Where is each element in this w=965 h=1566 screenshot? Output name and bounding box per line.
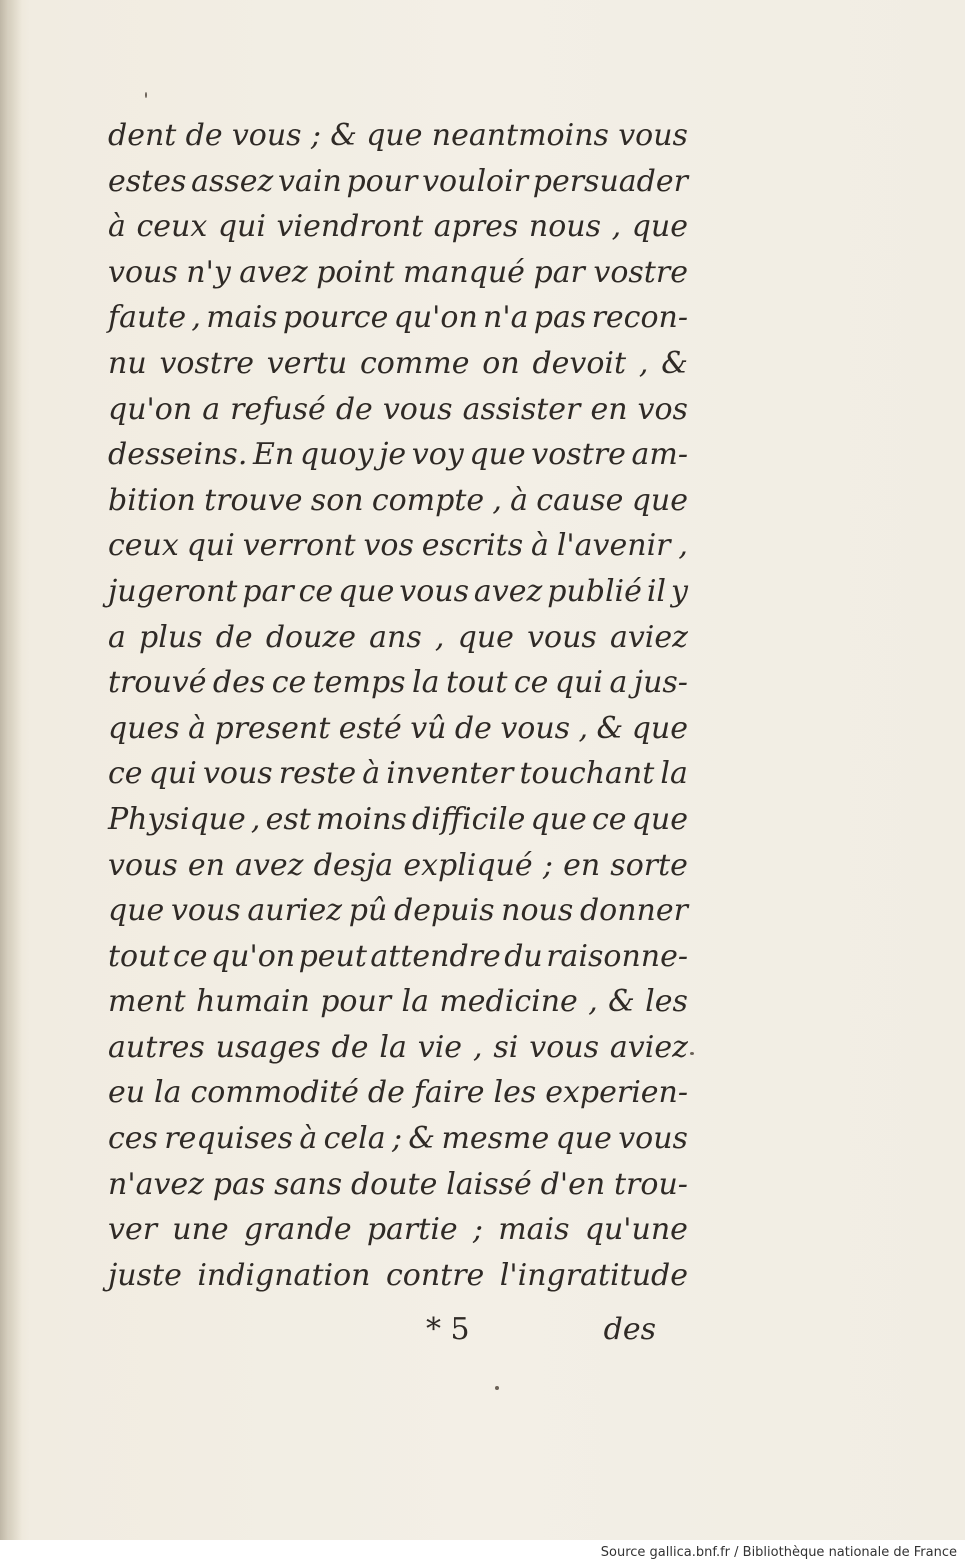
word: sorte bbox=[610, 847, 688, 883]
word: commodité bbox=[190, 1075, 359, 1111]
word: en bbox=[590, 391, 628, 427]
word: les bbox=[645, 984, 688, 1020]
word: les bbox=[493, 1075, 537, 1111]
word: ; bbox=[391, 1121, 403, 1157]
word: indignation bbox=[197, 1257, 371, 1293]
word: il bbox=[646, 573, 667, 609]
word: En bbox=[253, 437, 295, 473]
word: vous bbox=[170, 893, 241, 929]
page-gutter-shadow bbox=[0, 0, 22, 1540]
word: ques bbox=[108, 710, 180, 746]
word: manqué bbox=[402, 254, 525, 290]
word: a bbox=[609, 665, 628, 701]
text-line bbox=[108, 1121, 688, 1167]
word: vous bbox=[399, 573, 470, 609]
word: apres bbox=[433, 209, 519, 245]
word: publié bbox=[547, 573, 642, 609]
signature-mark: * 5 bbox=[426, 1312, 470, 1347]
word: , bbox=[250, 801, 261, 837]
word: touchant bbox=[519, 756, 655, 792]
text-line bbox=[108, 1258, 688, 1304]
word: contre bbox=[385, 1257, 485, 1293]
word: ce bbox=[172, 938, 208, 974]
word: aviez bbox=[609, 1029, 688, 1065]
word: que bbox=[366, 118, 423, 153]
word: plus bbox=[139, 619, 203, 655]
word: ment bbox=[108, 984, 186, 1020]
word: ce bbox=[271, 665, 307, 701]
word: vous bbox=[529, 1029, 599, 1065]
text-line bbox=[108, 1212, 688, 1258]
word: escrits bbox=[421, 528, 524, 564]
word: medicine bbox=[439, 984, 578, 1020]
word: l'ingratitude bbox=[499, 1257, 688, 1293]
word: nous bbox=[528, 209, 602, 245]
word: mais bbox=[206, 300, 278, 336]
word: vostre bbox=[593, 254, 688, 290]
word: doute bbox=[350, 1166, 438, 1202]
word: ; bbox=[542, 847, 553, 883]
word: ceux bbox=[136, 209, 208, 245]
word: ver bbox=[108, 1212, 158, 1248]
word: la bbox=[412, 665, 440, 701]
word: pource bbox=[282, 300, 389, 336]
text-line bbox=[108, 756, 688, 802]
word: pas bbox=[533, 300, 587, 336]
page-text-block bbox=[108, 118, 688, 1303]
word: auriez bbox=[247, 893, 343, 929]
word: expliqué bbox=[403, 847, 533, 883]
text-line bbox=[108, 848, 688, 894]
word: ce bbox=[298, 573, 334, 609]
word: ; bbox=[472, 1212, 483, 1248]
word: am- bbox=[631, 437, 688, 473]
word: humain bbox=[195, 984, 310, 1020]
text-line bbox=[108, 711, 688, 757]
word: jugeront bbox=[108, 573, 238, 609]
page-footer bbox=[108, 1312, 688, 1358]
word: des bbox=[212, 665, 266, 701]
text-line bbox=[108, 255, 688, 301]
word: assez bbox=[191, 163, 274, 199]
word: en bbox=[563, 847, 601, 883]
word: recon- bbox=[591, 300, 688, 336]
word: grande bbox=[243, 1212, 352, 1248]
word: je bbox=[379, 437, 407, 473]
word: jus- bbox=[633, 665, 688, 701]
text-line bbox=[108, 984, 688, 1030]
word: vous bbox=[527, 619, 597, 655]
text-line bbox=[108, 893, 688, 939]
word: autres bbox=[108, 1029, 205, 1065]
ink-speck bbox=[145, 92, 147, 98]
word: donner bbox=[579, 893, 688, 929]
word: faire bbox=[413, 1075, 485, 1111]
word: nu bbox=[108, 345, 147, 381]
word: , bbox=[492, 482, 502, 518]
word: usages bbox=[215, 1029, 321, 1065]
text-line bbox=[108, 802, 688, 848]
word: & bbox=[661, 345, 688, 381]
word: reste bbox=[278, 756, 357, 792]
word: ceux bbox=[108, 528, 179, 564]
word: ans bbox=[369, 619, 422, 655]
word: la bbox=[660, 756, 688, 792]
word: n'y bbox=[186, 254, 231, 290]
word: vous bbox=[382, 391, 453, 427]
word: n'avez bbox=[108, 1166, 204, 1202]
word: de bbox=[215, 619, 253, 655]
word: experien- bbox=[545, 1075, 688, 1111]
word: mais bbox=[498, 1212, 570, 1248]
text-line bbox=[108, 164, 688, 210]
word: , bbox=[434, 619, 445, 655]
word: & bbox=[408, 1121, 436, 1157]
word: , bbox=[578, 710, 589, 746]
word: vos bbox=[637, 391, 688, 427]
word: est bbox=[265, 801, 311, 837]
word: faute bbox=[108, 300, 187, 336]
word: qu'on bbox=[108, 391, 193, 427]
word: pas bbox=[212, 1166, 266, 1202]
word: vouloir bbox=[422, 163, 529, 199]
word: que bbox=[631, 710, 688, 746]
word: qui bbox=[186, 528, 235, 564]
word: la bbox=[379, 1029, 407, 1065]
word: pour bbox=[346, 163, 418, 199]
word: vous bbox=[500, 710, 571, 746]
word: neantmoins bbox=[431, 118, 609, 153]
source-credit: Source gallica.bnf.fr / Bibliothèque nationale de France bbox=[600, 1545, 957, 1560]
word: esté bbox=[338, 710, 402, 746]
word: que bbox=[631, 482, 688, 518]
word: mesme bbox=[441, 1121, 550, 1157]
word: juste bbox=[108, 1257, 182, 1293]
word: vertu bbox=[266, 345, 348, 381]
word: & bbox=[608, 984, 635, 1020]
word: si bbox=[493, 1029, 519, 1065]
text-line bbox=[108, 346, 688, 392]
word: ce bbox=[108, 756, 143, 792]
word: avez bbox=[473, 573, 543, 609]
text-line bbox=[108, 939, 688, 985]
word: cela bbox=[323, 1121, 386, 1157]
word: la bbox=[154, 1075, 182, 1111]
word: voy bbox=[411, 437, 464, 473]
text-line bbox=[108, 1030, 688, 1076]
word: quoy bbox=[299, 437, 374, 473]
word: à bbox=[362, 756, 381, 792]
word: bition bbox=[108, 482, 196, 518]
word: son bbox=[310, 482, 364, 518]
word: avez bbox=[239, 254, 308, 290]
word: que bbox=[631, 209, 688, 245]
catchword: des bbox=[603, 1312, 656, 1347]
word: desja bbox=[313, 847, 394, 883]
word: partie bbox=[366, 1212, 458, 1248]
ink-speck bbox=[495, 1386, 499, 1390]
word: pour bbox=[320, 984, 392, 1020]
word: , bbox=[191, 300, 201, 336]
word: sans bbox=[274, 1166, 343, 1202]
word: qu'on bbox=[210, 938, 296, 974]
word: en bbox=[187, 847, 225, 883]
word: d'en bbox=[540, 1166, 606, 1202]
word: vous bbox=[108, 254, 178, 290]
word: que bbox=[631, 801, 688, 837]
word: qui bbox=[554, 665, 603, 701]
word: moins bbox=[315, 801, 407, 837]
word: vous bbox=[202, 756, 273, 792]
text-line bbox=[108, 528, 688, 574]
text-line bbox=[108, 437, 688, 483]
word: a bbox=[108, 619, 126, 655]
word: l'avenir bbox=[556, 528, 671, 564]
word: qui bbox=[217, 209, 266, 245]
word: à bbox=[188, 710, 207, 746]
word: de bbox=[331, 1029, 369, 1065]
word: douze bbox=[265, 619, 356, 655]
word: laissé bbox=[446, 1166, 532, 1202]
word: vous bbox=[231, 118, 302, 153]
word: du bbox=[504, 938, 543, 974]
word: que bbox=[338, 573, 395, 609]
word: dent bbox=[108, 118, 177, 153]
word: refusé bbox=[230, 391, 326, 427]
word: nous bbox=[501, 893, 574, 929]
text-line bbox=[108, 620, 688, 666]
word: , bbox=[611, 209, 622, 245]
word: compte bbox=[371, 482, 485, 518]
word: que bbox=[530, 801, 587, 837]
word: vos bbox=[363, 528, 414, 564]
word: depuis bbox=[394, 893, 495, 929]
word: , bbox=[678, 528, 688, 564]
word: , bbox=[472, 1029, 483, 1065]
word: vostre bbox=[531, 437, 626, 473]
word: qu'une bbox=[584, 1212, 688, 1248]
text-line bbox=[108, 665, 688, 711]
word: & bbox=[596, 710, 624, 746]
word: y bbox=[670, 573, 688, 609]
text-line bbox=[108, 1167, 688, 1213]
word: vû bbox=[410, 710, 447, 746]
word: temps bbox=[312, 665, 406, 701]
word: peut bbox=[298, 938, 367, 974]
word: ; bbox=[310, 118, 321, 153]
text-line bbox=[108, 574, 688, 620]
word: à bbox=[299, 1121, 318, 1157]
text-line bbox=[108, 1075, 688, 1121]
text-line bbox=[108, 209, 688, 255]
word: devoit bbox=[532, 345, 627, 381]
word: de bbox=[454, 710, 492, 746]
word: de bbox=[335, 391, 373, 427]
word: tout bbox=[108, 938, 170, 974]
word: estes bbox=[108, 163, 187, 199]
word: , bbox=[638, 345, 649, 381]
word: eu bbox=[108, 1075, 146, 1111]
word: trou- bbox=[614, 1166, 688, 1202]
word: vous bbox=[108, 847, 178, 883]
word: que bbox=[469, 437, 526, 473]
word: qu'on bbox=[393, 300, 478, 336]
word: vain bbox=[278, 163, 342, 199]
word: par bbox=[242, 573, 294, 609]
word: à bbox=[108, 209, 126, 245]
word: & bbox=[330, 118, 357, 153]
word: qui bbox=[148, 756, 197, 792]
word: que bbox=[555, 1121, 612, 1157]
word: une bbox=[172, 1212, 229, 1248]
word: tout bbox=[445, 665, 508, 701]
word: de bbox=[367, 1075, 405, 1111]
word: desseins. bbox=[108, 437, 248, 473]
ink-speck bbox=[690, 1052, 694, 1055]
word: verront bbox=[242, 528, 356, 564]
word: comme bbox=[359, 345, 470, 381]
word: par bbox=[533, 254, 585, 290]
text-line bbox=[108, 392, 688, 438]
word: viendront bbox=[276, 209, 424, 245]
word: que bbox=[108, 893, 165, 929]
word: point bbox=[316, 254, 395, 290]
word: present bbox=[214, 710, 331, 746]
word: à bbox=[531, 528, 549, 564]
word: difficile bbox=[411, 801, 526, 837]
word: vostre bbox=[159, 345, 254, 381]
word: a bbox=[202, 391, 221, 427]
word: inventer bbox=[386, 756, 514, 792]
word: cause bbox=[536, 482, 624, 518]
text-line bbox=[108, 483, 688, 529]
word: trouvé bbox=[108, 665, 207, 701]
word: aviez bbox=[609, 619, 688, 655]
word: vous bbox=[618, 118, 688, 153]
word: que bbox=[457, 619, 514, 655]
word: on bbox=[482, 345, 520, 381]
word: requises bbox=[164, 1121, 294, 1157]
word: de bbox=[185, 118, 223, 153]
word: vous bbox=[618, 1121, 688, 1157]
word: à bbox=[510, 482, 529, 518]
word: ce bbox=[591, 801, 627, 837]
word: avez bbox=[235, 847, 304, 883]
word: , bbox=[588, 984, 598, 1020]
word: persuader bbox=[532, 163, 688, 199]
word: ces bbox=[108, 1121, 158, 1157]
text-line bbox=[108, 300, 688, 346]
word: assister bbox=[462, 391, 581, 427]
word: vie bbox=[417, 1029, 463, 1065]
word: Physique bbox=[108, 801, 246, 837]
word: la bbox=[401, 984, 429, 1020]
text-line bbox=[108, 118, 688, 164]
word: ce bbox=[513, 665, 549, 701]
word: pû bbox=[348, 893, 388, 929]
word: raisonne- bbox=[546, 938, 688, 974]
word: n'a bbox=[483, 300, 529, 336]
word: attendre bbox=[370, 938, 501, 974]
word: trouve bbox=[204, 482, 303, 518]
